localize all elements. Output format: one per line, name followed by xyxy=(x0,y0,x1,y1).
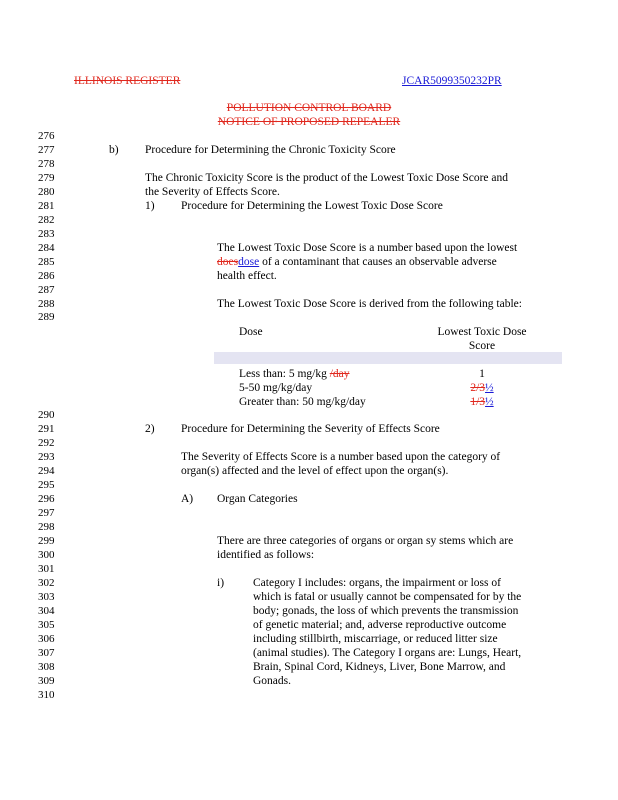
item-2-paragraph: The Severity of Effects Score is a number based upon the category of xyxy=(181,451,501,463)
table-row-score xyxy=(424,395,540,409)
table-row-dose xyxy=(239,367,350,381)
line-number: 305 xyxy=(38,619,55,631)
board-name: POLLUTION CONTROL BOARD xyxy=(226,102,392,114)
line-number: 284 xyxy=(38,242,55,254)
section-b-intro: The Chronic Toxicity Score is the product of the Lowest Toxic Dose Score and xyxy=(145,172,509,184)
line-number: 302 xyxy=(38,577,55,589)
dose-value: Less than: 5 mg/kg xyxy=(239,368,330,380)
section-b-label: b) xyxy=(109,144,119,156)
dose-column-header: Dose xyxy=(239,326,263,338)
score-column-header: Lowest Toxic Dose xyxy=(437,326,527,338)
register-title: ILLINOIS REGISTER xyxy=(74,75,181,87)
line-number: 285 xyxy=(38,256,55,268)
deleted-text: 1/3 xyxy=(470,396,486,408)
line-number: 299 xyxy=(38,535,55,547)
line-number: 280 xyxy=(38,186,55,198)
item-a-title: Organ Categories xyxy=(217,493,298,505)
item-i-text-line: body; gonads, the loss of which prevents the transmission xyxy=(253,605,519,617)
table-row-dose: 5-50 mg/kg/day xyxy=(239,382,313,394)
item-i-text-line: which is fatal or usually cannot be compensated for by the xyxy=(253,591,522,603)
line-number: 279 xyxy=(38,172,55,184)
item-a-paragraph: identified as follows: xyxy=(217,549,315,561)
line-number: 306 xyxy=(38,633,55,645)
table-row-score xyxy=(424,381,540,395)
item-1-label: 1) xyxy=(145,200,155,212)
line-number: 303 xyxy=(38,591,55,603)
item-i-text-line: Gonads. xyxy=(253,675,292,687)
line-number: 307 xyxy=(38,647,55,659)
item-i-text-line: of genetic material; and, adverse reproductive outcome xyxy=(253,619,507,631)
line-number: 294 xyxy=(38,465,55,477)
notice-title: NOTICE OF PROPOSED REPEALER xyxy=(217,116,401,128)
line-number: 288 xyxy=(38,298,55,310)
deleted-text: does xyxy=(217,256,239,268)
line-number: 308 xyxy=(38,661,55,673)
line-number: 296 xyxy=(38,493,55,505)
jcar-code: JCAR5099350232PR xyxy=(402,75,502,87)
line-number: 287 xyxy=(38,284,55,296)
table-row-score: 1 xyxy=(479,368,485,380)
line-number: 301 xyxy=(38,563,55,575)
line-number: 300 xyxy=(38,549,55,561)
item-i-text-line: Category I includes: organs, the impairment or loss of xyxy=(253,577,501,589)
line-number: 276 xyxy=(38,130,55,142)
line-number: 304 xyxy=(38,605,55,617)
item-i-text-line: (animal studies). The Category I organs are: Lungs, Heart, xyxy=(253,647,522,659)
item-a-paragraph: There are three categories of organs or organ sy stems which are xyxy=(217,535,514,547)
paragraph-text: of a contaminant that causes an observable adverse xyxy=(259,256,497,268)
line-number: 289 xyxy=(38,311,55,323)
item-i-text-line: including stillbirth, miscarriage, or reduced litter size xyxy=(253,633,498,645)
score-column-header: Score xyxy=(468,340,496,352)
item-i-label: i) xyxy=(217,577,225,589)
item-2-title: Procedure for Determining the Severity of Effects Score xyxy=(181,423,440,435)
line-number: 278 xyxy=(38,158,55,170)
deleted-text: /day xyxy=(329,368,350,380)
line-number: 283 xyxy=(38,228,55,240)
deleted-text: 2/3 xyxy=(470,382,486,394)
line-number: 298 xyxy=(38,521,55,533)
line-number: 292 xyxy=(38,437,55,449)
line-number: 293 xyxy=(38,451,55,463)
line-number: 309 xyxy=(38,675,55,687)
item-1-paragraph: The Lowest Toxic Dose Score is derived from the following table: xyxy=(217,298,522,310)
item-1-title: Procedure for Determining the Lowest Toxic Dose Score xyxy=(181,200,443,212)
line-number: 282 xyxy=(38,214,55,226)
line-number: 291 xyxy=(38,423,55,435)
item-1-paragraph: The Lowest Toxic Dose Score is a number based upon the lowest xyxy=(217,242,518,254)
line-number: 290 xyxy=(38,409,55,421)
inserted-text: dose xyxy=(238,256,260,268)
line-number: 277 xyxy=(38,144,55,156)
line-number: 295 xyxy=(38,479,55,491)
table-shading-row xyxy=(214,352,562,364)
table-row-dose: Greater than: 50 mg/kg/day xyxy=(239,396,366,408)
line-number: 310 xyxy=(38,689,55,701)
line-number: 297 xyxy=(38,507,55,519)
section-b-title: Procedure for Determining the Chronic Toxicity Score xyxy=(145,144,396,156)
section-b-intro: the Severity of Effects Score. xyxy=(145,186,280,198)
item-1-paragraph-amended-line xyxy=(217,255,497,269)
item-i-text-line: Brain, Spinal Cord, Kidneys, Liver, Bone Marrow, and xyxy=(253,661,506,673)
item-a-label: A) xyxy=(181,493,194,505)
inserted-text: ½ xyxy=(485,396,494,408)
item-2-label: 2) xyxy=(145,423,155,435)
item-1-paragraph: health effect. xyxy=(217,270,277,282)
line-number: 286 xyxy=(38,270,55,282)
inserted-text: ½ xyxy=(485,382,494,394)
line-number: 281 xyxy=(38,200,55,212)
item-2-paragraph: organ(s) affected and the level of effect upon the organ(s). xyxy=(181,465,449,477)
